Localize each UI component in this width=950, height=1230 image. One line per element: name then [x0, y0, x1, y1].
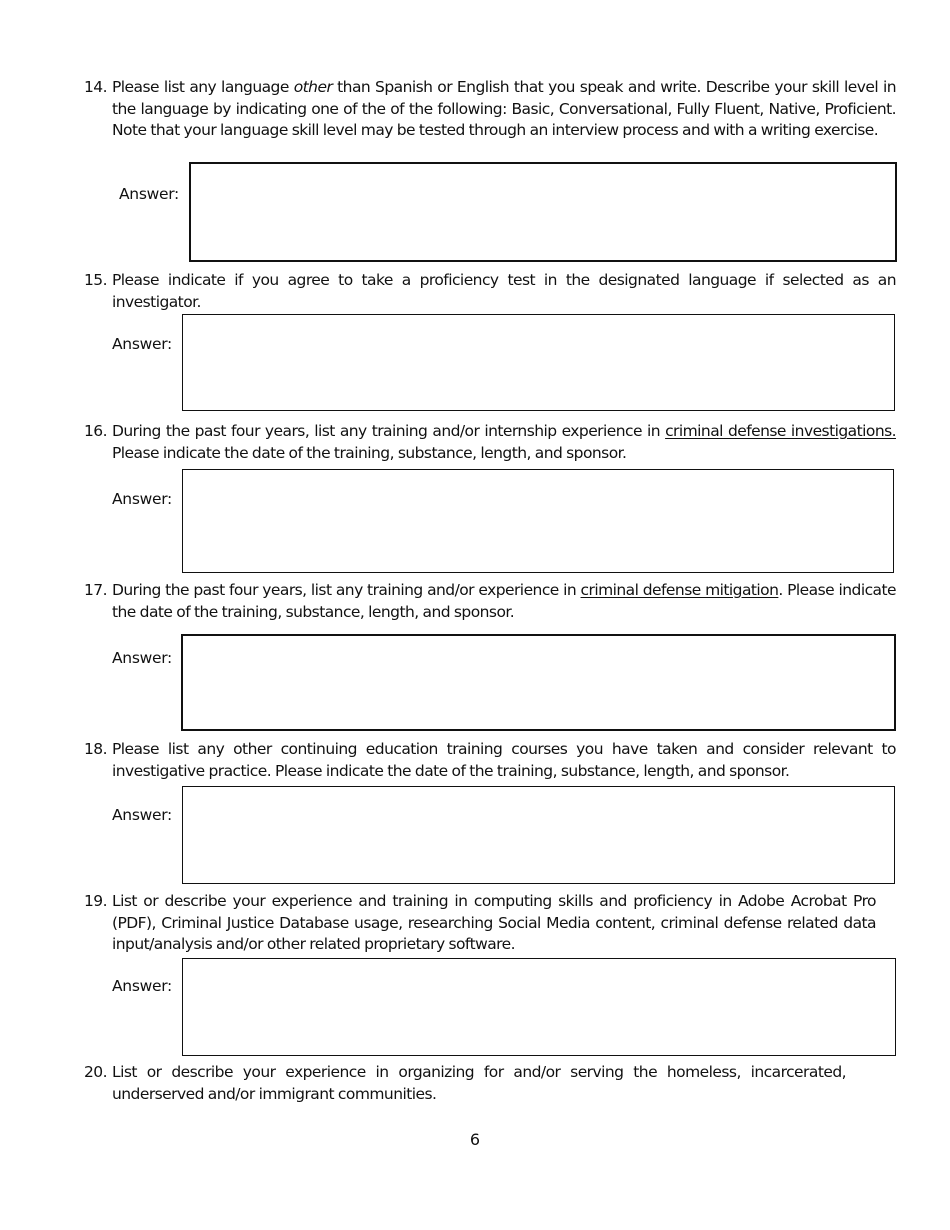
question-17: [84, 580, 896, 623]
page-number: 6: [469, 1130, 481, 1149]
question-text: Please list any other continuing education training courses you have taken and consider relevant to investigative practice. Please indicate the date of the training, substance, length, and sponsor.: [112, 740, 896, 780]
question-number: 19.: [84, 892, 108, 910]
answer-field-15[interactable]: [182, 314, 895, 411]
answer-label: Answer:: [112, 977, 172, 995]
question-text: [112, 580, 896, 623]
question-number: 17.: [84, 581, 108, 599]
question-text-part: . Please indicate the date of the training, substance, length, and sponsor.: [112, 581, 897, 621]
question-text-part: During the past four years, list any training and/or experience in: [112, 581, 581, 599]
answer-label: Answer:: [112, 806, 172, 824]
answer-field-19[interactable]: [182, 958, 896, 1056]
answer-field-17[interactable]: [181, 634, 896, 731]
question-number: 20.: [84, 1063, 108, 1081]
question-text: [112, 421, 896, 464]
answer-field-14[interactable]: [189, 162, 897, 262]
question-18: [84, 739, 896, 782]
question-number: 18.: [84, 740, 108, 758]
answer-field-16[interactable]: [182, 469, 894, 573]
question-14: [84, 77, 896, 142]
question-text-part: Please list any language: [112, 78, 294, 96]
question-15: [84, 270, 896, 313]
question-text: List or describe your experience and training in computing skills and proficiency in Adobe Acrobat Pro (PDF), Criminal Justice Database usage, researching Social Media content, criminal defense related data input/analysis and/or other related proprietary software.: [112, 892, 876, 953]
question-20: [84, 1062, 896, 1105]
question-text-part: Please indicate the date of the training, substance, length, and sponsor.: [112, 443, 627, 462]
question-text: List or describe your experience in organizing for and/or serving the homeless, incarcerated, underserved and/or immigrant communities.: [112, 1063, 846, 1103]
question-text: Please indicate if you agree to take a proficiency test in the designated language if selected as an investigator.: [112, 271, 896, 311]
question-text-part: than Spanish or English that you speak and write. Describe your skill level in the language by indicating one of the of the following: Basic, Conversational, Fully Fluent, Native, Proficient. Note that your language skill level may be tested through an interview process and with a writing exercise.: [112, 78, 897, 139]
question-19: [84, 891, 896, 956]
question-16: [84, 421, 896, 464]
answer-field-18[interactable]: [182, 786, 895, 884]
question-text-part: During the past four years, list any training and/or internship experience in: [112, 422, 666, 440]
answer-label: Answer:: [112, 649, 172, 667]
answer-label: Answer:: [119, 185, 179, 203]
question-text-emphasis: other: [293, 78, 333, 96]
underlined-term: criminal defense investigations.: [665, 422, 896, 440]
answer-label: Answer:: [112, 490, 172, 508]
underlined-term: criminal defense mitigation: [580, 581, 779, 599]
question-number: 14.: [84, 78, 108, 96]
answer-label: Answer:: [112, 335, 172, 353]
question-number: 15.: [84, 271, 108, 289]
question-number: 16.: [84, 422, 108, 440]
question-text: [112, 77, 896, 142]
